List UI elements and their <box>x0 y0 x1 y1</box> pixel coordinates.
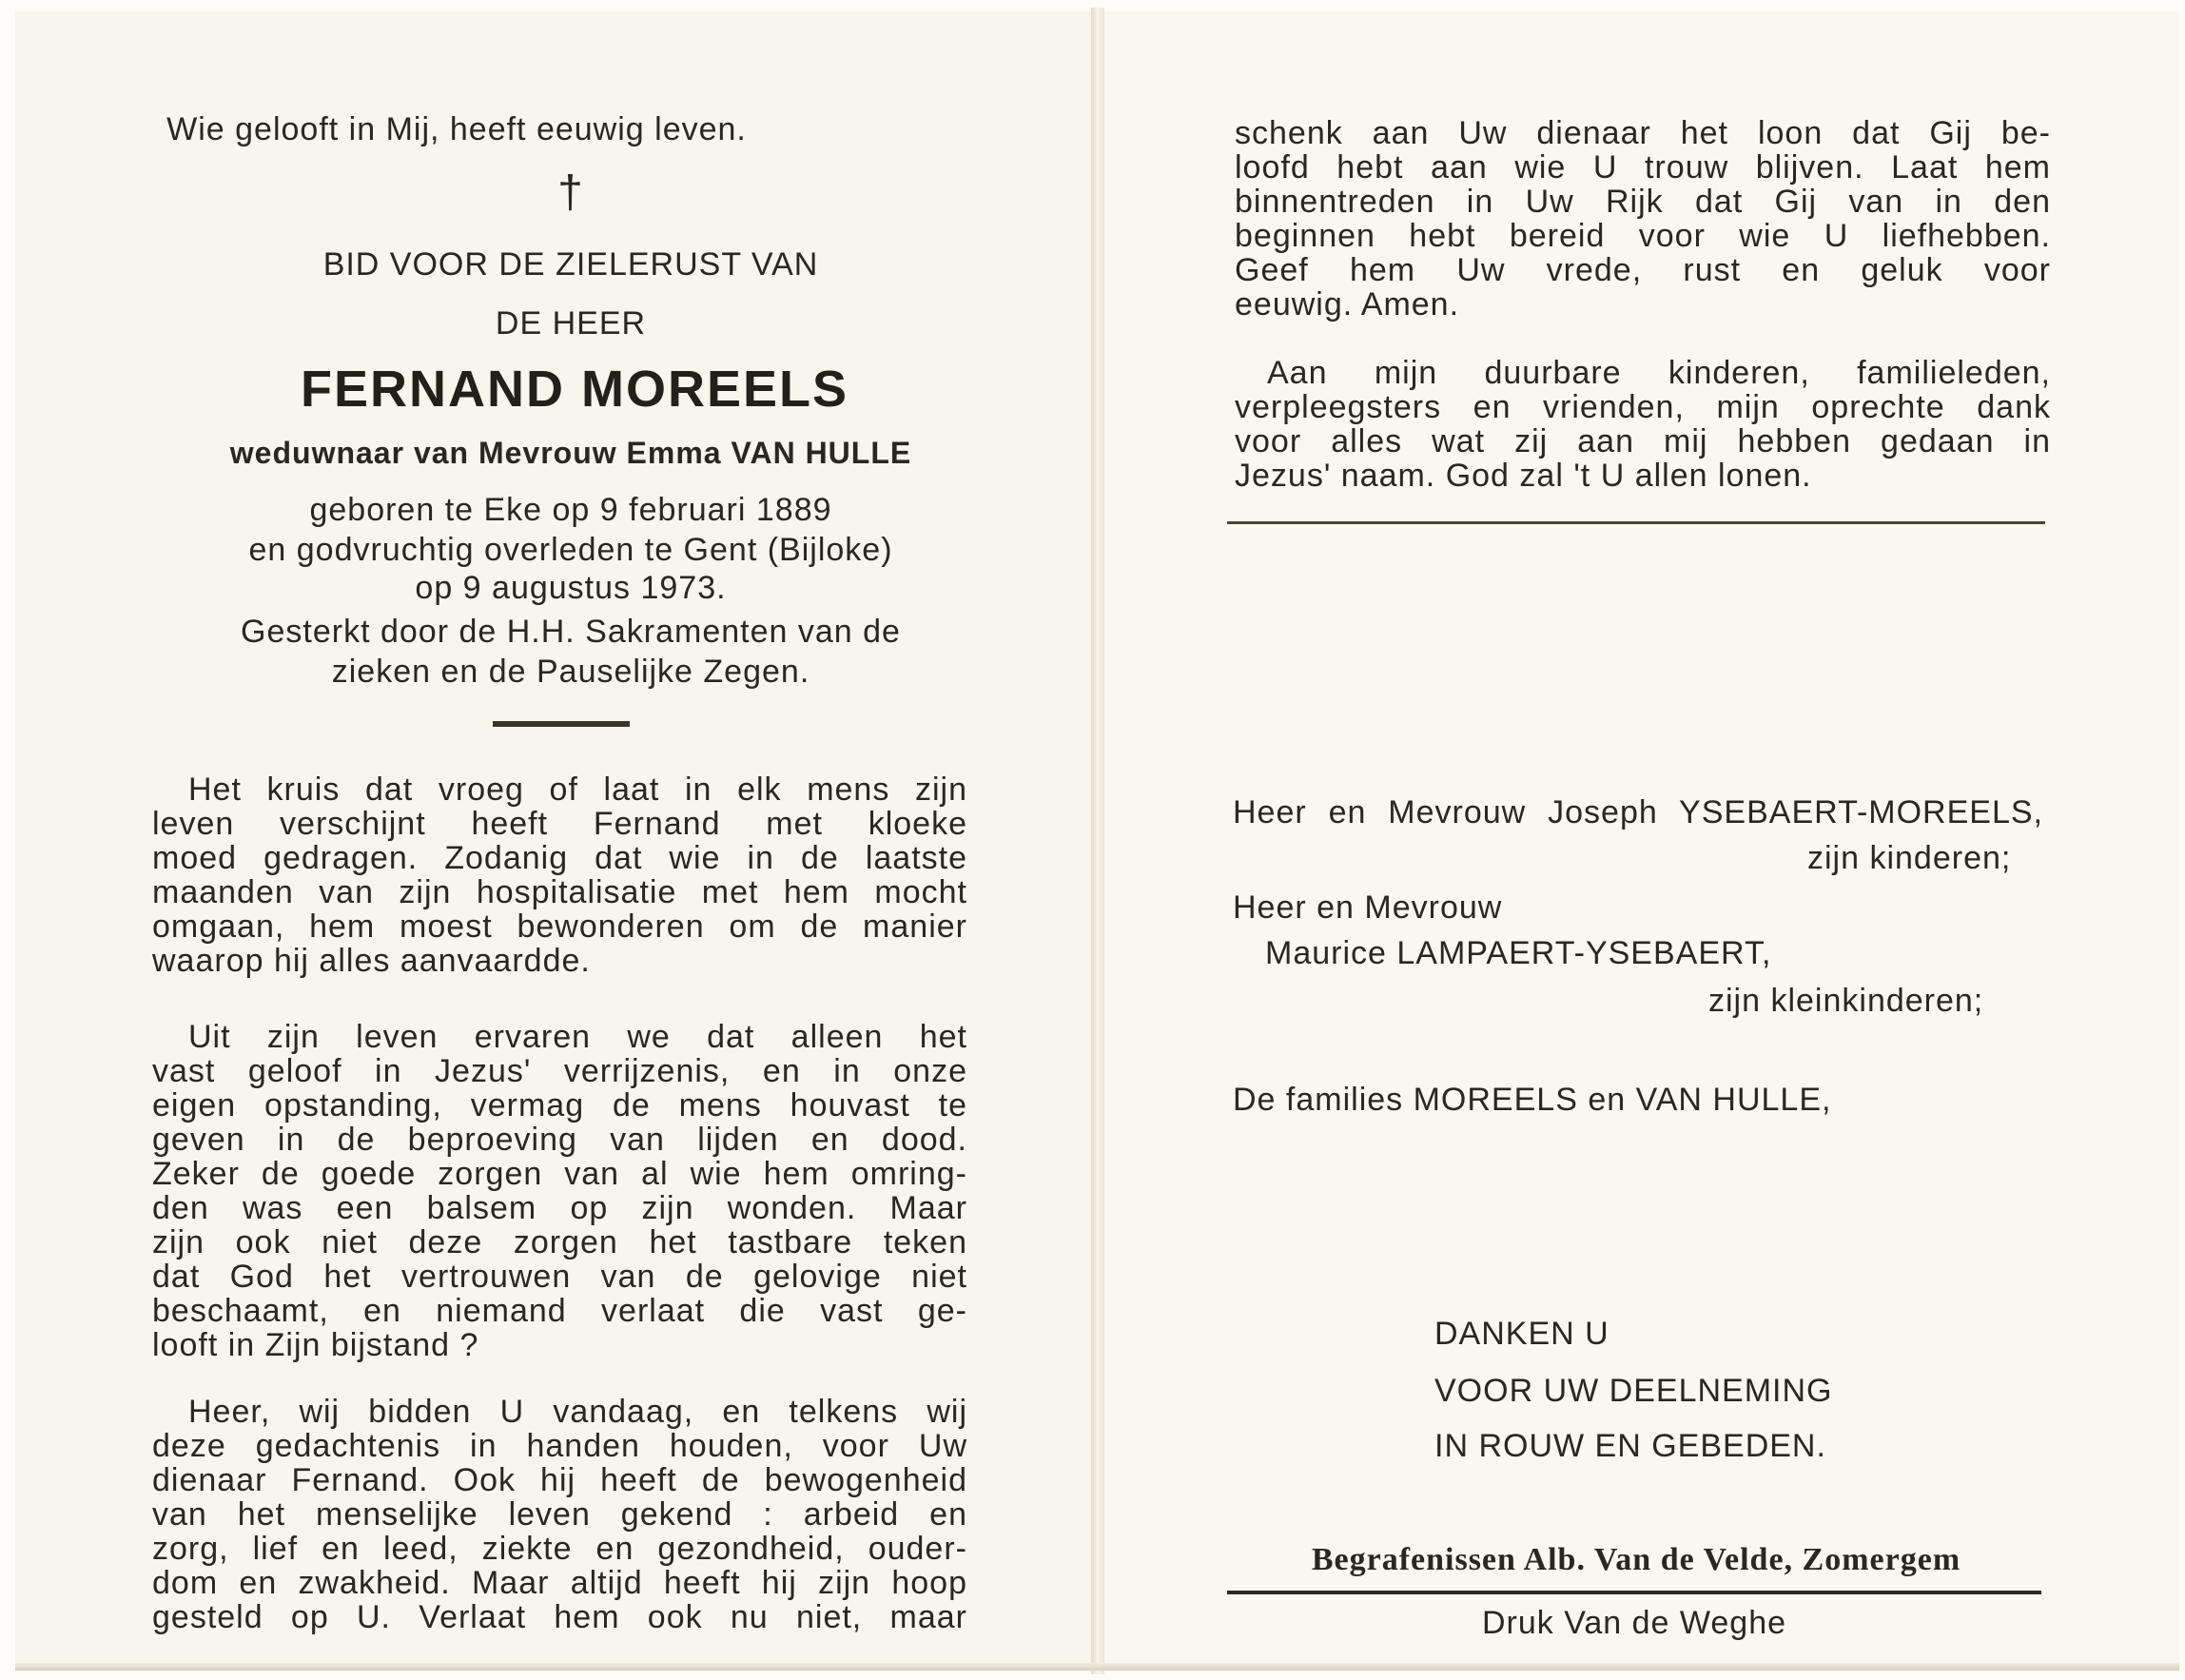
text-line: verpleegsters en vrienden, mijn oprechte dank <box>1235 389 2051 425</box>
text-line: geven in de beproeving van lijden en dood. <box>152 1122 967 1158</box>
card-fold <box>1091 8 1104 1674</box>
divider-long <box>1227 521 2045 524</box>
text-line: zijn ook niet deze zorgen het tastbare teken <box>152 1224 967 1260</box>
text-line: leven verschijnt heeft Fernand met kloeke <box>152 806 967 842</box>
sacraments-line-1: Gesterkt door de H.H. Sakramenten van de <box>241 614 901 650</box>
text-line: schenk aan Uw dienaar het loon dat Gij be- <box>1235 115 2051 151</box>
text-line: moed gedragen. Zodanig dat wie in de laatste <box>152 840 967 876</box>
paragraph-1 <box>152 772 967 978</box>
text-line: omgaan, hem moest bewonderen om de manier <box>152 908 967 945</box>
motto: Wie gelooft in Mij, heeft eeuwig leven. <box>166 111 747 147</box>
text-line: deze gedachtenis in handen houden, voor Uw <box>152 1428 967 1464</box>
thanks-line-1: DANKEN U <box>1434 1316 1609 1352</box>
cross-icon: † <box>557 167 584 218</box>
text-line: dat God het vertrouwen van de gelovige niet <box>152 1259 967 1295</box>
born-line: geboren te Eke op 9 februari 1889 <box>309 492 832 528</box>
widower-line: weduwnaar van Mevrouw Emma VAN HULLE <box>229 436 912 470</box>
sacraments-line-2: zieken en de Pauselijke Zegen. <box>331 654 810 690</box>
text-line: Heer, wij bidden U vandaag, en telkens wij <box>188 1394 967 1430</box>
thanks-line-2: VOOR UW DEELNEMING <box>1434 1373 1833 1409</box>
died-date-line: op 9 augustus 1973. <box>415 570 727 606</box>
text-line: loofd hebt aan wie U trouw blijven. Laat hem <box>1235 149 2051 186</box>
text-line: beginnen hebt bereid voor wie U liefhebben. <box>1235 218 2051 254</box>
text-line: Heer en Mevrouw Joseph YSEBAERT-MOREELS, <box>1233 794 2043 830</box>
text-line: van het menselijke leven gekend : arbeid en <box>152 1496 967 1533</box>
card-bottom-edge <box>15 1663 2179 1670</box>
family-2-line-2: Maurice LAMPAERT-YSEBAERT, <box>1265 935 1772 971</box>
families-line: De families MOREELS en VAN HULLE, <box>1233 1082 1832 1118</box>
text-line: looft in Zijn bijstand ? <box>152 1327 479 1363</box>
text-line: Het kruis dat vroeg of laat in elk mens zijn <box>188 772 967 808</box>
text-line: binnentreden in Uw Rijk dat Gij van in den <box>1235 184 2051 220</box>
text-line: Jezus' naam. God zal 't U allen lonen. <box>1235 458 1812 494</box>
text-line: eeuwig. Amen. <box>1235 286 1460 322</box>
paragraph-4 <box>1235 116 2051 322</box>
text-line: beschaamt, en niemand verlaat die vast ge- <box>152 1293 967 1329</box>
paragraph-5 <box>1235 356 2051 493</box>
undertaker: Begrafenissen Alb. Van de Velde, Zomergem <box>1311 1542 1961 1577</box>
text-line: vast geloof in Jezus' verrijzenis, en in onze <box>152 1053 967 1089</box>
text-line: maanden van zijn hospitalisatie met hem mocht <box>152 874 967 910</box>
text-line: Zeker de goede zorgen van al wie hem omring- <box>152 1156 967 1192</box>
text-line: Geef hem Uw vrede, rust en geluk voor <box>1235 252 2051 288</box>
printer: Druk Van de Weghe <box>1481 1605 1787 1641</box>
text-line: dom en zwakheid. Maar altijd heeft hij zijn hoop <box>152 1565 967 1601</box>
text-line: Uit zijn leven ervaren we dat alleen het <box>188 1019 967 1055</box>
text-line: den was een balsem op zijn wonden. Maar <box>152 1190 967 1226</box>
text-line: eigen opstanding, vermag de mens houvast te <box>152 1087 967 1123</box>
prayer-heading: BID VOOR DE ZIELERUST VAN <box>322 246 819 283</box>
deceased-name: FERNAND MOREELS <box>301 361 849 418</box>
family-2-line-1: Heer en Mevrouw <box>1233 889 1503 926</box>
paragraph-2 <box>152 1020 967 1362</box>
text-line: zorg, lief en leed, ziekte en gezondheid, ouder- <box>152 1531 967 1567</box>
thanks-line-3: IN ROUW EN GEBEDEN. <box>1434 1428 1826 1464</box>
paragraph-3 <box>152 1395 967 1634</box>
divider-short <box>493 721 630 727</box>
title: DE HEER <box>495 305 647 342</box>
footer-rule <box>1227 1591 2041 1594</box>
family-1-role: zijn kinderen; <box>1807 840 2012 876</box>
text-line: voor alles wat zij aan mij hebben gedaan in <box>1235 423 2051 459</box>
family-2-role: zijn kleinkinderen; <box>1708 983 1984 1019</box>
text-line: Aan mijn duurbare kinderen, familieleden, <box>1267 355 2051 391</box>
text-line: waarop hij alles aanvaardde. <box>152 943 591 979</box>
family-1 <box>1233 795 2043 830</box>
died-line: en godvruchtig overleden te Gent (Bijloke) <box>248 532 893 568</box>
text-line: dienaar Fernand. Ook hij heeft de bewogenheid <box>152 1462 967 1498</box>
text-line: gesteld op U. Verlaat hem ook nu niet, maar <box>152 1599 967 1635</box>
